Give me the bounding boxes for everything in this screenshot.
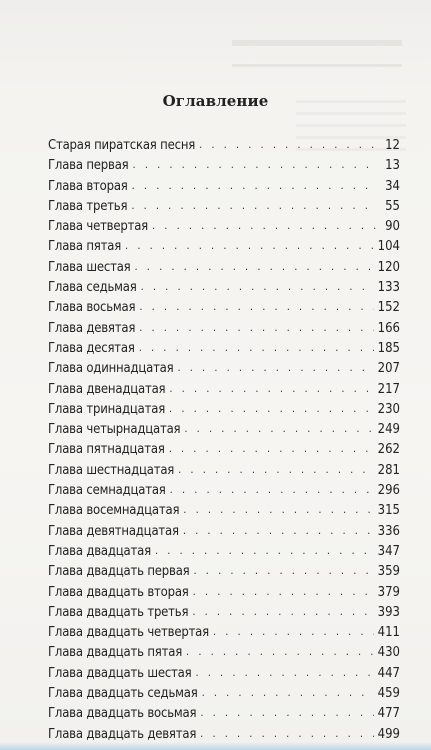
toc-entry-page-number: 152 — [377, 300, 400, 316]
toc-entry-label: Глава четвертая — [48, 219, 149, 235]
dot-leader — [200, 703, 373, 723]
dot-leader — [135, 257, 374, 277]
table-of-contents — [48, 136, 400, 745]
toc-entry — [48, 278, 400, 298]
toc-entry-label: Глава двадцать девятая — [48, 726, 197, 742]
dot-leader — [141, 277, 374, 297]
toc-entry-label: Глава четырнадцатая — [48, 422, 181, 438]
toc-entry — [48, 603, 400, 623]
toc-entry-page-number: 447 — [377, 665, 400, 681]
toc-entry — [48, 704, 400, 724]
toc-entry-label: Глава двадцатая — [48, 543, 151, 559]
toc-entry — [48, 643, 400, 663]
toc-entry-label: Глава тринадцатая — [48, 401, 166, 417]
toc-entry-label: Глава восьмая — [48, 300, 136, 316]
toc-entry-label: Глава восемнадцатая — [48, 503, 180, 519]
toc-entry — [48, 156, 400, 176]
toc-entry-label: Глава двадцать первая — [48, 564, 190, 580]
toc-entry-label: Глава седьмая — [48, 280, 137, 296]
dot-leader — [131, 196, 376, 216]
toc-entry-page-number: 315 — [377, 503, 400, 519]
toc-entry-label: Глава вторая — [48, 178, 128, 194]
dot-leader — [195, 663, 373, 683]
dot-leader — [139, 318, 373, 338]
toc-entry-label: Глава пятнадцатая — [48, 442, 165, 458]
dot-leader — [178, 460, 374, 480]
dot-leader — [183, 521, 374, 541]
toc-entry — [48, 177, 400, 197]
toc-entry — [48, 623, 400, 643]
dot-leader — [183, 500, 373, 520]
toc-entry-page-number: 379 — [377, 584, 400, 600]
toc-entry-page-number: 13 — [385, 158, 400, 174]
toc-entry-label: Глава двадцать третья — [48, 604, 189, 620]
toc-entry — [48, 542, 400, 562]
toc-entry-page-number: 430 — [377, 645, 400, 661]
dot-leader — [152, 216, 376, 236]
toc-entry-page-number: 249 — [377, 422, 400, 438]
dot-leader — [213, 622, 374, 642]
dot-leader — [193, 582, 374, 602]
toc-entry — [48, 461, 400, 481]
toc-entry-label: Глава семнадцатая — [48, 483, 166, 499]
toc-entry-label: Глава двадцать восьмая — [48, 706, 197, 722]
toc-entry-label: Глава двадцать вторая — [48, 584, 189, 600]
toc-entry-page-number: 477 — [377, 706, 400, 722]
toc-entry-page-number: 217 — [377, 381, 400, 397]
toc-entry-page-number: 347 — [377, 543, 400, 559]
toc-entry-page-number: 34 — [385, 178, 400, 194]
toc-entry — [48, 420, 400, 440]
toc-entry-page-number: 185 — [377, 340, 400, 356]
dot-leader — [199, 135, 376, 155]
dot-leader — [133, 155, 376, 175]
dot-leader — [170, 480, 374, 500]
toc-entry-label: Глава шестнадцатая — [48, 462, 175, 478]
toc-entry-label: Глава шестая — [48, 259, 131, 275]
dot-leader — [169, 399, 374, 419]
toc-entry-page-number: 166 — [377, 320, 400, 336]
toc-entry — [48, 197, 400, 217]
toc-entry — [48, 298, 400, 318]
toc-entry-label: Глава одиннадцатая — [48, 361, 174, 377]
toc-entry — [48, 583, 400, 603]
toc-entry-page-number: 133 — [377, 280, 400, 296]
toc-entry — [48, 501, 400, 521]
toc-entry — [48, 440, 400, 460]
toc-entry — [48, 522, 400, 542]
toc-entry-page-number: 393 — [377, 604, 400, 620]
toc-entry-label: Старая пиратская песня — [48, 138, 196, 153]
toc-entry-label: Глава двенадцатая — [48, 381, 166, 397]
page-edge — [0, 742, 431, 750]
toc-entry — [48, 481, 400, 501]
toc-entry-label: Глава двадцать пятая — [48, 645, 183, 661]
toc-entry-page-number: 12 — [385, 138, 400, 153]
toc-entry-page-number: 281 — [377, 462, 400, 478]
toc-entry-label: Глава пятая — [48, 239, 122, 255]
toc-entry-label: Глава десятая — [48, 340, 135, 356]
bleed-through-text — [232, 40, 402, 67]
toc-entry — [48, 664, 400, 684]
dot-leader — [177, 358, 373, 378]
toc-entry-page-number: 459 — [377, 686, 400, 702]
toc-entry — [48, 359, 400, 379]
toc-entry-label: Глава девятая — [48, 320, 136, 336]
toc-entry-page-number: 411 — [377, 625, 400, 641]
toc-entry-page-number: 230 — [377, 401, 400, 417]
toc-entry-page-number: 359 — [377, 564, 400, 580]
toc-entry-page-number: 55 — [385, 198, 400, 214]
toc-entry-page-number: 120 — [377, 259, 400, 275]
toc-entry-page-number: 90 — [385, 219, 400, 235]
toc-entry-page-number: 499 — [377, 726, 400, 742]
dot-leader — [184, 419, 373, 439]
dot-leader — [132, 176, 376, 196]
toc-entry-label: Глава девятнадцатая — [48, 523, 179, 539]
toc-entry — [48, 339, 400, 359]
toc-entry-label: Глава первая — [48, 158, 129, 174]
toc-entry — [48, 562, 400, 582]
toc-entry — [48, 400, 400, 420]
page-title: Оглавление — [162, 92, 269, 110]
toc-entry — [48, 217, 400, 237]
dot-leader — [192, 602, 373, 622]
toc-entry — [48, 258, 400, 278]
toc-entry — [48, 319, 400, 339]
toc-entry-label: Глава двадцать седьмая — [48, 686, 198, 702]
dot-leader — [125, 236, 374, 256]
dot-leader — [169, 379, 373, 399]
dot-leader — [169, 439, 374, 459]
toc-entry-label: Глава двадцать четвертая — [48, 625, 209, 641]
toc-entry — [48, 237, 400, 257]
dot-leader — [194, 561, 374, 581]
toc-entry-label: Глава двадцать шестая — [48, 665, 192, 681]
toc-entry — [48, 380, 400, 400]
dot-leader — [202, 683, 374, 703]
dot-leader — [139, 297, 373, 317]
toc-entry-page-number: 262 — [377, 442, 400, 458]
toc-entry-page-number: 207 — [377, 361, 400, 377]
toc-entry — [48, 684, 400, 704]
toc-entry — [48, 136, 400, 156]
dot-leader — [139, 338, 374, 358]
toc-entry-page-number: 104 — [377, 239, 400, 255]
toc-entry-page-number: 336 — [377, 523, 400, 539]
dot-leader — [155, 541, 374, 561]
dot-leader — [186, 642, 374, 662]
dot-leader — [200, 724, 374, 744]
toc-entry-label: Глава третья — [48, 198, 128, 214]
toc-entry-page-number: 296 — [377, 483, 400, 499]
